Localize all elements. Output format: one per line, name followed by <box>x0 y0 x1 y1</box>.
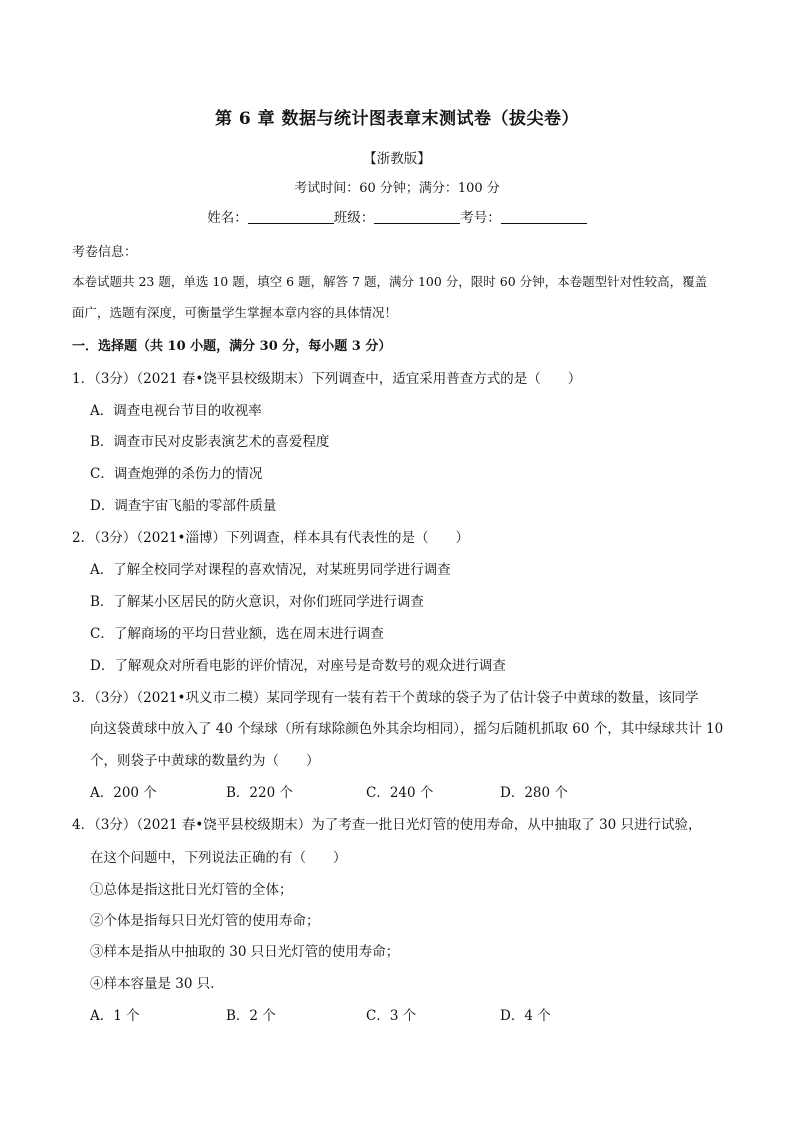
question-4-option-d: D．4 个 <box>500 1008 551 1024</box>
question-2-stem: 2．（3分）（2021•淄博）下列调查，样本具有代表性的是（ ） <box>72 530 469 546</box>
number-blank <box>501 209 587 224</box>
info-label: 考卷信息： <box>72 245 138 260</box>
info-line-2: 面广，选题有深度，可衡量学生掌握本章内容的具体情况！ <box>72 305 398 320</box>
info-line-1: 本卷试题共 23 题，单选 10 题，填空 6 题，解答 7 题，满分 100 分，限时 60 分钟，本卷题型针对性较高，覆盖 <box>72 274 708 289</box>
name-label: 姓名： <box>207 210 248 226</box>
question-3-stem-line-3: 个，则袋子中黄球的数量约为（ ） <box>90 753 320 769</box>
question-4-stem-line-1: 4．（3分）（2021 春•饶平县校级期末）为了考查一批日光灯管的使用寿命，从中抽取了 30 只进行试验， <box>72 817 702 833</box>
question-1-option-a: A．调查电视台节目的收视率 <box>90 403 262 419</box>
edition-label: 【浙教版】 <box>363 151 431 167</box>
question-2-option-c: C．了解商场的平均日营业额，选在周末进行调查 <box>90 626 384 642</box>
student-info-row <box>0 206 794 226</box>
question-4-statement-3: ③样本是指从中抽取的 30 只日光灯管的使用寿命； <box>90 944 400 960</box>
number-label: 考号： <box>460 210 501 226</box>
class-label: 班级： <box>333 210 375 226</box>
question-4-option-a: A．1 个 <box>90 1008 140 1024</box>
question-4-option-b: B．2 个 <box>226 1008 276 1024</box>
question-3-option-d: D．280 个 <box>500 785 568 801</box>
question-3-option-b: B．220 个 <box>226 785 293 801</box>
question-2-option-a: A．了解全校同学对课程的喜欢情况，对某班男同学进行调查 <box>90 562 451 578</box>
question-4-options <box>90 1004 551 1024</box>
section-heading: 一．选择题（共 10 小题，满分 30 分，每小题 3 分） <box>72 339 392 354</box>
question-3-stem-line-2: 向这袋黄球中放入了 40 个绿球（所有球除颜色外其余均相同），摇匀后随机抓取 60 个，其中绿球共计 10 <box>90 721 724 737</box>
question-3-stem-line-1: 3．（3分）（2021•巩义市二模）某同学现有一装有若干个黄球的袋子为了估计袋子中黄球的数量，该同学 <box>72 690 699 706</box>
question-1-option-b: B．调查市民对皮影表演艺术的喜爱程度 <box>90 434 330 450</box>
question-3-option-a: A．200 个 <box>90 785 157 801</box>
question-4-stem-line-2: 在这个问题中，下列说法正确的有（ ） <box>90 850 347 866</box>
question-2-option-d: D．了解观众对所看电影的评价情况，对座号是奇数号的观众进行调查 <box>90 658 506 674</box>
question-1-option-c: C．调查炮弹的杀伤力的情况 <box>90 466 263 482</box>
question-4-statement-2: ②个体是指每只日光灯管的使用寿命； <box>90 913 320 929</box>
name-blank <box>248 209 334 224</box>
question-3-options <box>90 781 568 801</box>
page-title: 第 6 章 数据与统计图表章末测试卷（拔尖卷） <box>214 109 580 129</box>
question-4-option-c: C．3 个 <box>366 1008 417 1024</box>
question-2-option-b: B．了解某小区居民的防火意识，对你们班同学进行调查 <box>90 594 424 610</box>
question-1-option-d: D．调查宇宙飞船的零部件质量 <box>90 498 277 514</box>
question-4-statement-1: ①总体是指这批日光灯管的全体； <box>90 882 293 898</box>
question-1-stem: 1．（3分）（2021 春•饶平县校级期末）下列调查中，适宜采用普查方式的是（ ） <box>72 371 582 387</box>
question-3-option-c: C．240 个 <box>366 785 434 801</box>
class-blank <box>374 209 460 224</box>
question-4-statement-4: ④样本容量是 30 只． <box>90 976 224 992</box>
exam-time: 考试时间：60 分钟；满分：100 分 <box>294 181 500 196</box>
